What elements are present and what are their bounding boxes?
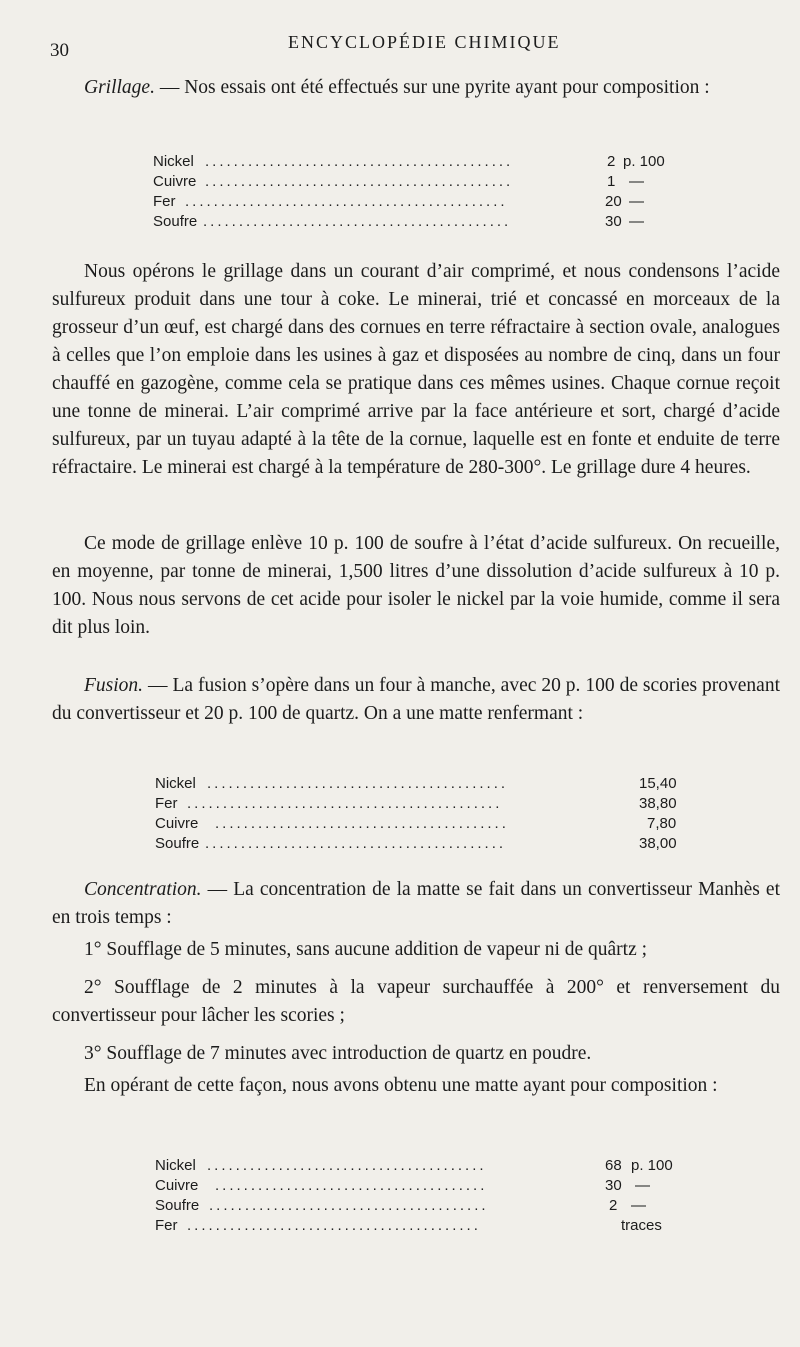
composition-row: Soufre .......................................... 38,00 bbox=[155, 835, 677, 852]
composition-row: Cuivre ........................................... 1 — bbox=[153, 173, 644, 190]
grillage-paragraph-2: Ce mode de grillage enlève 10 p. 100 de soufre à l’état d’acide sulfureux. On recueille, en moyenne, par tonne de minerai, 1,500 litres d’une dissolution d’acide sulfureux à 10 p. 100. Nous nous servons de cet acide pour isoler le nickel par la voie humide, comme il sera dit plus loin. bbox=[52, 533, 780, 638]
concentration-step-1: 1° Soufflage de 5 minutes, sans aucune addition de vapeur ni de quârtz ; bbox=[84, 939, 648, 960]
composition-row: Fer ............................................. 20 — bbox=[153, 193, 644, 210]
composition-row: Soufre ........................................... 30 — bbox=[153, 213, 644, 230]
concentration-step-2: 2° Soufflage de 2 minutes à la vapeur surchauffée à 200° et renversement du convertisseur pour lâcher les scories ; bbox=[52, 977, 780, 1026]
composition-row: Nickel ....................................... 68 p. 100 bbox=[155, 1157, 673, 1174]
composition-row: Cuivre ......................................... 7,80 bbox=[155, 815, 677, 832]
composition-row: Cuivre ...................................... 30 — bbox=[155, 1177, 650, 1194]
composition-table-concentrated-matte bbox=[155, 1156, 695, 1236]
composition-row: Fer ......................................... traces bbox=[155, 1217, 662, 1234]
grillage-intro: Grillage. — Nos essais ont été effectués sur une pyrite ayant pour composition : bbox=[84, 77, 710, 98]
fusion-intro: Fusion. — La fusion s’opère dans un four à manche, avec 20 p. 100 de scories provenant du convertisseur et 20 p. 100 de quartz. On a une matte renfermant : bbox=[52, 675, 780, 724]
section-heading-fusion: Fusion. bbox=[84, 675, 144, 696]
concentration-result: En opérant de cette façon, nous avons obtenu une matte ayant pour composition : bbox=[84, 1075, 718, 1096]
concentration-intro: Concentration. — La concentration de la matte se fait dans un convertisseur Manhès et en trois temps : bbox=[52, 879, 780, 928]
grillage-paragraph-1: Nous opérons le grillage dans un courant d’air comprimé, et nous condensons l’acide sulfureux produit dans une tour à coke. Le minerai, trié et concassé en morceaux de la grosseur d’un œuf, est chargé dans des cornues en terre réfractaire à section ovale, analogues à celles que l’on emploie dans les usines à gaz et disposées au nombre de cinq, dans un four chauffé en gazogène, comme cela se pratique dans ces mêmes usines. Chaque cornue reçoit une tonne de minerai. L’air comprimé arrive par la face antérieure et sort, chargé d’acide sulfureux, par un tuyau adapté à la tête de la cornue, laquelle est en fonte et enduite de terre réfractaire. Le minerai est chargé à la température de 280-300°. Le grillage dure 4 heures. bbox=[52, 261, 780, 478]
composition-table-pyrite bbox=[153, 152, 693, 232]
running-title: ENCYCLOPÉDIE CHIMIQUE bbox=[288, 32, 561, 52]
composition-row: Fer ............................................ 38,80 bbox=[155, 795, 677, 812]
composition-row: Nickel .......................................... 15,40 bbox=[155, 775, 677, 792]
composition-table-matte bbox=[155, 774, 685, 854]
concentration-step-3: 3° Soufflage de 7 minutes avec introduction de quartz en poudre. bbox=[84, 1043, 592, 1064]
page-number: 30 bbox=[50, 40, 69, 61]
section-heading-grillage: Grillage. bbox=[84, 77, 155, 98]
composition-row: Soufre ....................................... 2 — bbox=[155, 1197, 646, 1214]
composition-row: Nickel ........................................... 2 p. 100 bbox=[153, 153, 665, 170]
section-heading-concentration: Concentration. bbox=[84, 879, 202, 900]
